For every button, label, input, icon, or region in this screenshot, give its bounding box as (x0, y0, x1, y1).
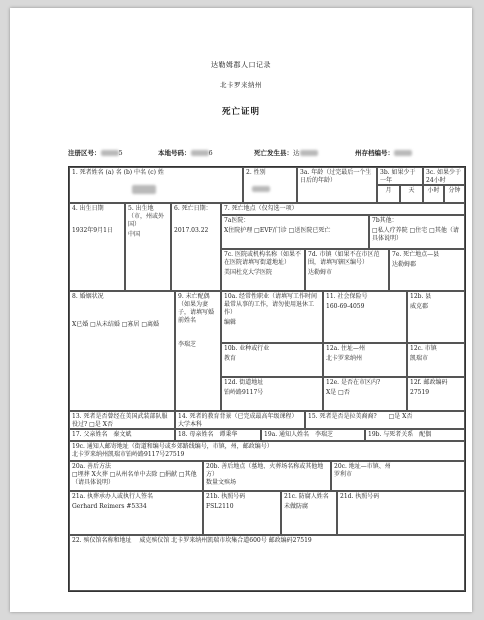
field-22-funeral-home: 22. 殡仪馆名称和地址 威克殡仪馆 北卡罗来纳州凯瑞市坎集合道600号 邮政编码27519 (69, 535, 465, 591)
state-file-number: 州存档编号： (355, 148, 412, 157)
field-3c-hour: 小时 (423, 185, 444, 203)
field-12c-city: 12c. 市镇 凯瑞市 (407, 343, 465, 377)
field-12e-city-limits: 12e. 是否在市区内? X是 □否 (323, 377, 407, 411)
field-9-spouse: 9. 未亡配偶（如果为妻子，请填写婚前姓名 李瑞芝 (175, 291, 221, 411)
field-1-name: 1. 死者姓名 (a) 名 (b) 中名 (c) 姓 (69, 167, 243, 203)
field-7-place-header: 7. 死亡地点（仅勾选一项） (221, 203, 465, 215)
redacted-name (132, 185, 156, 194)
field-3c-under-day: 3c. 如果少于24小时 (423, 167, 465, 185)
field-21a-funeral-director: 21a. 执葬承办人或执行人签名 Gerhard Reimers #5334 (69, 491, 203, 535)
field-21c-embalmer: 21c. 防腐人姓名 未做防腐 (281, 491, 337, 535)
field-3a-age: 3a. 年龄（过完最后一个生日后的年龄） (297, 167, 377, 203)
field-8-marital: 8. 婚姻状况 X已婚 □从未结婚 □寡居 □离婚 (69, 291, 175, 411)
field-19c-mailing-address: 19c. 通知人邮寄地址（街道和编号或乡郊路线编号，市镇，州，邮政编号） 北卡罗来纳州凯瑞市铂岭路9117号27519 (69, 441, 465, 461)
field-3c-minute: 分钟 (444, 185, 465, 203)
field-7c-facility: 7c. 医院或机构名称（如果不在医院请填写街道地址） 美国杜克大学医院 (221, 249, 305, 291)
field-2-sex: 2. 性别 (243, 167, 297, 203)
field-10a-occupation: 10a. 经常性职业（请填写工作时间最常从事的工作，请勿使用退休工作） 编辑 (221, 291, 323, 343)
field-4-birth-date: 4. 出生日期 1932年9月1日 (69, 203, 125, 291)
field-20c-disposition-city: 20c. 地址—市镇、州 罗利市 (331, 461, 465, 491)
field-15-hispanic: 15. 死者是否是拉美裔裔? □是 X否 (305, 411, 465, 429)
field-19b-relationship: 19b. 与死者关系 配偶 (365, 429, 465, 441)
field-7d-city: 7d. 市镇（如果不在市区范围，请填写辖区编号） 达勒姆市 (305, 249, 389, 291)
field-7e-county: 7e. 死亡地点—县 达勒姆郡 (389, 249, 465, 291)
redacted-block (394, 150, 412, 156)
registration-district: 注册区号： 5 (68, 149, 123, 157)
redacted-block (191, 150, 209, 156)
registry-title: 达勒姆郡人口记录 (211, 61, 271, 69)
redacted-block (101, 150, 119, 156)
field-7a-hospital: 7a医院： X住院护理 □EVF/门诊 □送医院已死亡 (221, 215, 369, 249)
field-12d-street: 12d. 街道地址 铂岭路9117号 (221, 377, 323, 411)
field-3b-day: 天 (400, 185, 423, 203)
field-19a-informant: 19a. 通知人姓名 李瑞芝 (261, 429, 365, 441)
field-17-father: 17. 父亲姓名 秦文斌 (69, 429, 175, 441)
field-10b-industry: 10b. 业种或行业 教育 (221, 343, 323, 377)
field-5-birthplace: 5. 出生地（市，州或外国） 中国 (125, 203, 171, 291)
field-6-death-date: 6. 死亡日期： 2017.03.22 (171, 203, 221, 291)
field-3b-under-year: 3b. 如果少于一年 (377, 167, 423, 185)
redacted-sex (252, 186, 270, 192)
local-number: 本地号码： 6 (158, 149, 213, 157)
field-3b-month: 月 (377, 185, 400, 203)
certificate-title: 死亡证明 (221, 107, 260, 117)
field-13-armed-forces: 13. 死者是否曾经在美国武装部队服役过? □是 X否 (69, 411, 175, 429)
field-11-ssn: 11. 社会保险号 160-69-4059 (323, 291, 407, 343)
state-name: 北卡罗来纳州 (220, 81, 262, 89)
field-21d-license: 21d. 执照号码 (337, 491, 465, 535)
field-12a-state: 12a. 住址—州 北卡罗来纳州 (323, 343, 407, 377)
field-12f-zip: 12f. 邮政编码 27519 (407, 377, 465, 411)
field-21b-license: 21b. 执照号码 FSL2110 (203, 491, 281, 535)
redacted-block (300, 150, 318, 156)
field-18-mother: 18. 母亲姓名 谭秉华 (175, 429, 261, 441)
field-7b-other: 7b其他： □私人疗养院 □住宅 □其他（请具体说明） (369, 215, 465, 249)
certificate-form (68, 166, 466, 592)
field-20a-disposition: 20a. 善后方法 □埋葬 X火葬 □从州名单中去除 □捐献 □其他（请具体说明） (69, 461, 203, 491)
field-12b-county: 12b. 县 威克郡 (407, 291, 465, 343)
field-14-education: 14. 死者的教育背景（已完成最高年级课程） 大学本科 (175, 411, 305, 429)
field-20b-disposition-place: 20b. 善后地点（墓地、火葬场名称或其他地方） 数量文殡场 (203, 461, 331, 491)
death-county: 死亡发生县：达 (254, 148, 318, 157)
document-page (10, 8, 472, 612)
